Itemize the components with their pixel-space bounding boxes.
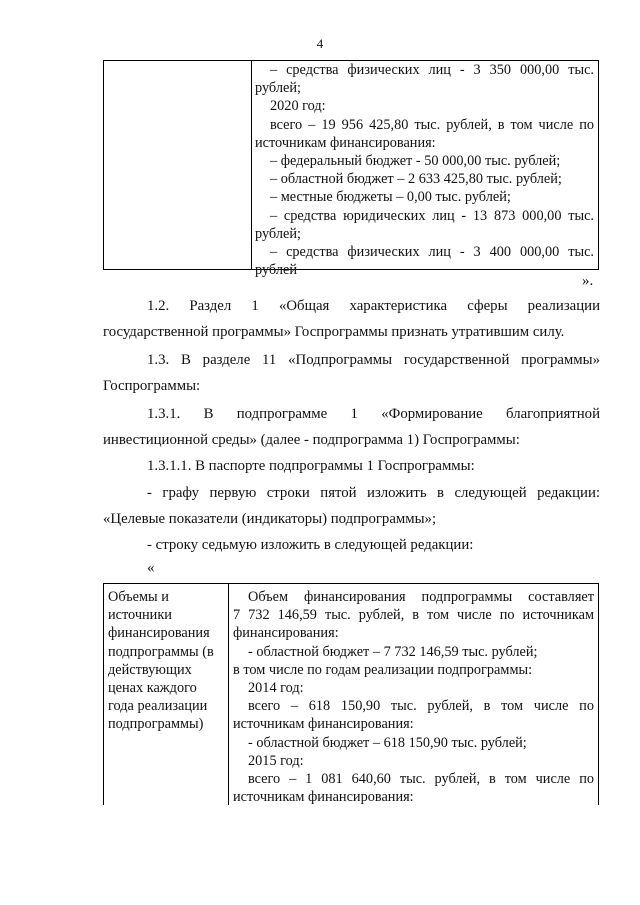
table-line: в том числе по годам реализации подпрограммы: — [233, 661, 533, 678]
table-column-divider — [251, 61, 252, 269]
table-line: всего – 1 081 640,60 тыс. рублей, в том числе по — [248, 771, 594, 788]
paragraph-line: Госпрограммы: — [103, 378, 201, 394]
table-line: – областной бюджет – 2 633 425,80 тыс. рублей; — [270, 171, 562, 188]
page-number: 4 — [316, 36, 324, 51]
financing-cell-left — [108, 588, 224, 734]
paragraph-1-3 — [103, 350, 600, 396]
paragraph-line: 1.3.1. В подпрограмме 1 «Формирование благоприятной — [147, 406, 600, 422]
table-line: – федеральный бюджет - 50 000,00 тыс. рублей; — [270, 153, 561, 170]
table-line: действующих — [108, 661, 192, 678]
table-line: 2020 год: — [270, 98, 326, 115]
paragraph-line: 1.3. В разделе 11 «Подпрограммы государственной программы» — [147, 352, 600, 368]
table-line: 2014 год: — [248, 680, 304, 697]
paragraph-line: инвестиционной среды» (далее - подпрограмма 1) Госпрограммы: — [103, 432, 520, 448]
table-line: рублей; — [255, 225, 301, 242]
table-line: всего – 618 150,90 тыс. рублей, в том числе по — [248, 698, 594, 715]
table-line: года реализации — [108, 698, 208, 715]
paragraph-line: государственной программы» Госпрограммы признать утратившим силу. — [103, 324, 565, 340]
table-line: – средства физических лиц - 3 400 000,00 тыс. — [270, 244, 594, 261]
paragraph-1-2 — [103, 296, 600, 342]
table-line: источники — [108, 607, 172, 624]
table-line: финансирования — [108, 625, 210, 642]
table-line: источникам финансирования: — [233, 789, 414, 806]
financing-table-top — [103, 60, 599, 279]
paragraph-row-seven — [103, 535, 600, 555]
table-line: ценах каждого — [108, 680, 197, 697]
paragraph-line: - графу первую строки пятой изложить в следующей редакции: — [147, 485, 600, 501]
paragraph-line: - строку седьмую изложить в следующей редакции: — [147, 537, 474, 553]
paragraph-line: 1.3.1.1. В паспорте подпрограммы 1 Госпрограммы: — [147, 458, 475, 474]
table-line: – средства физических лиц - 3 350 000,00 тыс. — [270, 62, 594, 78]
closing-quote: ». — [582, 273, 594, 289]
table-line: - областной бюджет – 618 150,90 тыс. рублей; — [248, 734, 527, 751]
table-line: рублей — [255, 262, 297, 279]
table-line: подпрограммы) — [108, 716, 204, 733]
table-line: 7 732 146,59 тыс. рублей, в том числе по источникам — [233, 607, 594, 624]
financing-cell-right — [233, 588, 594, 806]
table-column-divider — [228, 584, 229, 805]
table-line: – местные бюджеты – 0,00 тыс. рублей; — [270, 189, 511, 206]
table-line: – средства юридических лиц - 13 873 000,00 тыс. — [270, 207, 594, 224]
table-line: подпрограммы (в — [108, 643, 214, 660]
paragraph-1-3-1 — [103, 404, 600, 450]
table-line: - областной бюджет – 7 732 146,59 тыс. рублей; — [248, 643, 538, 660]
paragraph-1-3-1-1 — [103, 456, 600, 476]
table-line: источникам финансирования: — [255, 134, 436, 151]
paragraph-line: «Целевые показатели (индикаторы) подпрограммы»; — [103, 511, 437, 527]
financing-cell-right — [255, 61, 594, 279]
table-line: источникам финансирования: — [233, 716, 414, 733]
table-line: всего – 19 956 425,80 тыс. рублей, в том числе по — [270, 116, 594, 133]
table-line: финансирования: — [233, 625, 339, 642]
table-line: 2015 год: — [248, 752, 304, 769]
table-line: рублей; — [255, 80, 301, 97]
financing-table-bottom — [103, 583, 599, 805]
paragraph-line: 1.2. Раздел 1 «Общая характеристика сферы реализации — [147, 298, 600, 314]
paragraph-graph-first — [103, 483, 600, 529]
table-line: Объемы и — [108, 589, 169, 605]
opening-quote: « — [147, 560, 155, 576]
table-line: Объем финансирования подпрограммы составляет — [248, 589, 594, 605]
